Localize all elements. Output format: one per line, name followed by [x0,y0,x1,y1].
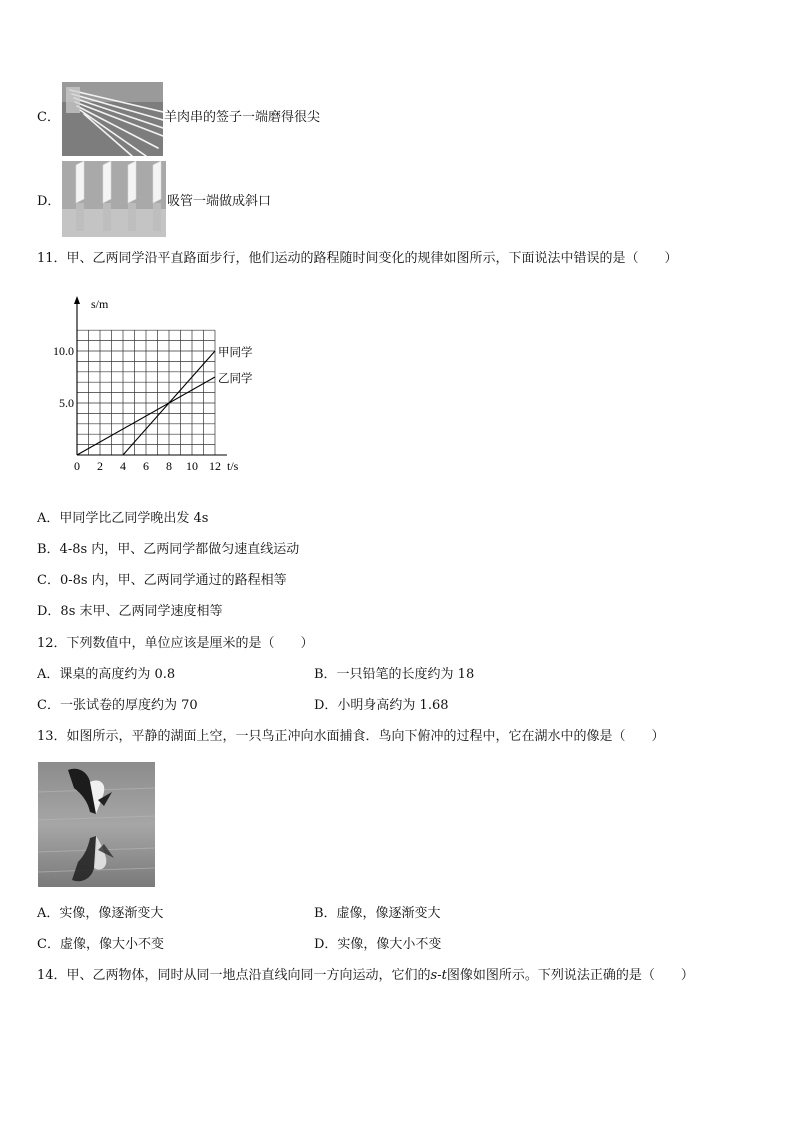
y-axis-label: s/m [91,297,109,311]
x-tick-label: 8 [166,459,172,473]
x-axis-label: t/s [227,459,239,473]
option-c-letter: C． [37,110,60,125]
question-13-option-a[interactable]: A．实像，像逐渐变大 [37,906,164,921]
series-name-label-2: 乙同学 [218,373,253,385]
question-12-option-c[interactable]: C．一张试卷的厚度约为 70 [37,698,198,713]
question-11-option-c[interactable]: C．0-8s 内，甲、乙两同学通过的路程相等 [37,573,287,588]
question-14-stem [37,967,694,985]
st-graph-chart [30,290,270,480]
y-axis-arrow [74,296,80,304]
option-d-text: 吸管一端做成斜口 [167,194,272,209]
chart-labels [53,297,253,473]
question-11-stem: 11．甲、乙两同学沿平直路面步行，他们运动的路程随时间变化的规律如图所示，下面说法中错误的是（ ） [37,251,678,266]
question-13-stem: 13．如图所示，平静的湖面上空，一只鸟正冲向水面捕食．鸟向下俯冲的过程中，它在湖水中的像是（ ） [37,729,665,744]
skewers-illustration [62,82,163,156]
y-tick-label: 5.0 [59,396,74,410]
question-14-stem-before: 14．甲、乙两物体，同时从同一地点沿直线向同一方向运动，它们的 [37,968,431,983]
x-tick-label: 0 [74,459,80,473]
bird-reflection-illustration [38,762,155,887]
question-14-stem-italic: s-t [430,968,447,983]
question-14-stem-after: 图像如图所示。下列说法正确的是（ ） [446,968,694,983]
y-tick-label: 10.0 [53,344,74,358]
question-12-option-a[interactable]: A．课桌的高度约为 0.8 [37,667,176,682]
question-12-stem: 12．下列数值中，单位应该是厘米的是（ ） [37,636,314,651]
question-13-option-b[interactable]: B．虚像，像逐渐变大 [314,906,441,921]
skewers-photo [62,82,163,156]
question-13-option-d[interactable]: D．实像，像大小不变 [314,937,442,952]
chart-grid [77,330,215,455]
x-tick-label: 10 [186,459,198,473]
option-c-text: 羊肉串的签子一端磨得很尖 [164,110,321,125]
straws-photo [62,161,166,237]
bird-lake-photo [38,762,155,887]
chart-axes [74,296,227,455]
x-tick-label: 4 [120,459,126,473]
question-11-option-d[interactable]: D．8s 末甲、乙两同学速度相等 [37,604,223,619]
x-tick-label: 6 [143,459,149,473]
option-d-letter: D． [37,194,61,209]
question-12-option-d[interactable]: D．小明身高约为 1.68 [314,698,449,713]
question-13-option-c[interactable]: C．虚像，像大小不变 [37,937,164,952]
question-12-option-b[interactable]: B．一只铅笔的长度约为 18 [314,667,475,682]
x-tick-label: 2 [97,459,103,473]
series-name-label-1: 甲同学 [218,347,253,359]
x-tick-label: 12 [209,459,221,473]
straws-illustration [62,161,166,237]
question-11-option-b[interactable]: B．4-8s 内，甲、乙两同学都做匀速直线运动 [37,542,300,557]
question-11-option-a[interactable]: A．甲同学比乙同学晚出发 4s [37,511,209,526]
